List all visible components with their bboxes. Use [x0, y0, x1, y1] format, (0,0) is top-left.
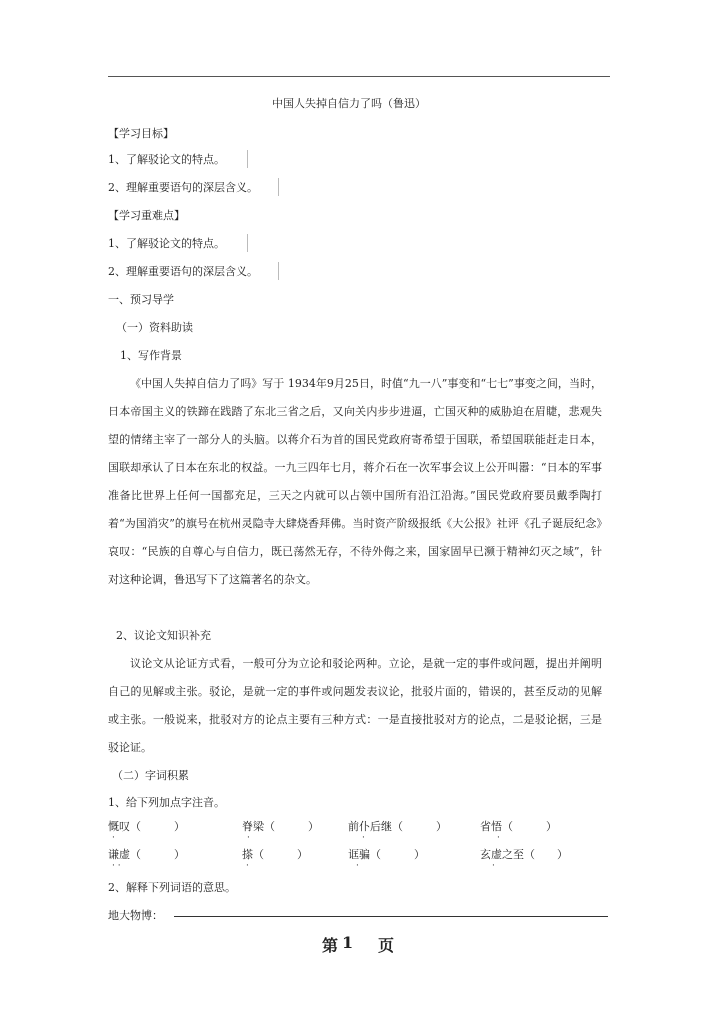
page-label-pre: 第 — [322, 936, 339, 955]
page-label-post: 页 — [378, 936, 395, 955]
objective-item-1: 1、了解驳论文的特点。 — [108, 153, 225, 166]
answer-line — [174, 916, 608, 917]
pinyin-item: 脊梁（ ） — [242, 820, 319, 833]
keypoint-item-1: 1、了解驳论文的特点。 — [108, 237, 225, 250]
section-heading: 一、预习导学 — [108, 293, 174, 306]
emphasis-dot: · — [247, 833, 250, 843]
pinyin-item: 前仆后继（ ） — [348, 820, 447, 833]
emphasis-dot: · — [246, 861, 249, 871]
subsection-heading: （二）字词积累 — [112, 769, 189, 782]
knowledge-text: 议论文从论证方式看，一般可分为立论和驳论两种。立论，是就一定的事件或问题，提出并阐明自己的见解或主张。驳论，是就一定的事件或问题发表议论，批驳片面的，错误的，甚至反动的见解或主张。一般说来，批驳对方的论点主要有三种方式：一是直接批驳对方的论点，二是驳论据，三是驳论证。 — [108, 657, 602, 754]
pinyin-item: 谦虚（ ） — [108, 848, 185, 861]
subsection-heading: （一）资料助读 — [116, 321, 193, 334]
background-heading: 1、写作背景 — [120, 349, 182, 362]
margin-mark — [278, 178, 279, 196]
top-rule — [108, 76, 610, 77]
keypoint-item-2: 2、理解重要语句的深层含义。 — [108, 265, 258, 278]
objectives-heading: 【学习目标】 — [108, 127, 174, 140]
pinyin-item: 搽（ ） — [242, 848, 308, 861]
margin-mark — [247, 150, 248, 168]
margin-mark — [278, 262, 279, 280]
keypoints-heading: 【学习重难点】 — [108, 209, 185, 222]
pinyin-item: 省悟（ ） — [480, 820, 557, 833]
emphasis-dot: · — [356, 861, 359, 871]
pinyin-item: 诓骗（ ） — [348, 848, 425, 861]
emphasis-dot: · — [112, 833, 115, 843]
question-1: 1、给下列加点字注音。 — [108, 796, 225, 809]
pinyin-item: 玄虚之至（ ） — [480, 848, 568, 861]
objective-item-2: 2、理解重要语句的深层含义。 — [108, 181, 258, 194]
page-title: 中国人失掉自信力了吗（鲁迅） — [272, 97, 426, 110]
vocab-item-label: 地大物博： — [108, 909, 163, 922]
pinyin-item: 慨叹（ ） — [108, 820, 185, 833]
knowledge-paragraph — [108, 650, 602, 762]
emphasis-dot: · — [492, 861, 495, 871]
emphasis-dot: · — [362, 833, 365, 843]
background-paragraph — [108, 370, 602, 594]
emphasis-dot: · — [497, 833, 500, 843]
knowledge-heading: 2、议论文知识补充 — [116, 629, 211, 642]
pinyin-row — [108, 818, 608, 834]
question-2: 2、解释下列词语的意思。 — [108, 881, 236, 894]
pinyin-row — [108, 846, 608, 862]
page-number: 1 — [342, 933, 354, 952]
margin-mark — [247, 234, 248, 252]
emphasis-dot: · · — [112, 861, 121, 871]
background-text: 《中国人失掉自信力了吗》写于 1934年9月25日，时值“九一八”事变和“七七”事变之间，当时，日本帝国主义的铁蹄在践踏了东北三省之后，又向关内步步进逼，亡国灭种的威胁迫在眉睫，悲观失望的情绪主宰了一部分人的头脑。以蒋介石为首的国民党政府寄希望于国联，希望国联能赶走日本，国联却承认了日本在东北的权益。一九三四年七月，蒋介石在一次军事会议上公开叫嚣：“日本的军事准备比世界上任何一国都充足，三天之内就可以占领中国所有沿江沿海。”国民党政府要员戴季陶打着“为国消灾”的旗号在杭州灵隐寺大肆烧香拜佛。当时资产阶级报纸《大公报》社评《孔子诞辰纪念》哀叹：“民族的自尊心与自信力，既已荡然无存，不待外侮之来，国家固早已濒于精神幻灭之域”，针对这种论调，鲁迅写下了这篇著名的杂文。 — [108, 377, 602, 586]
